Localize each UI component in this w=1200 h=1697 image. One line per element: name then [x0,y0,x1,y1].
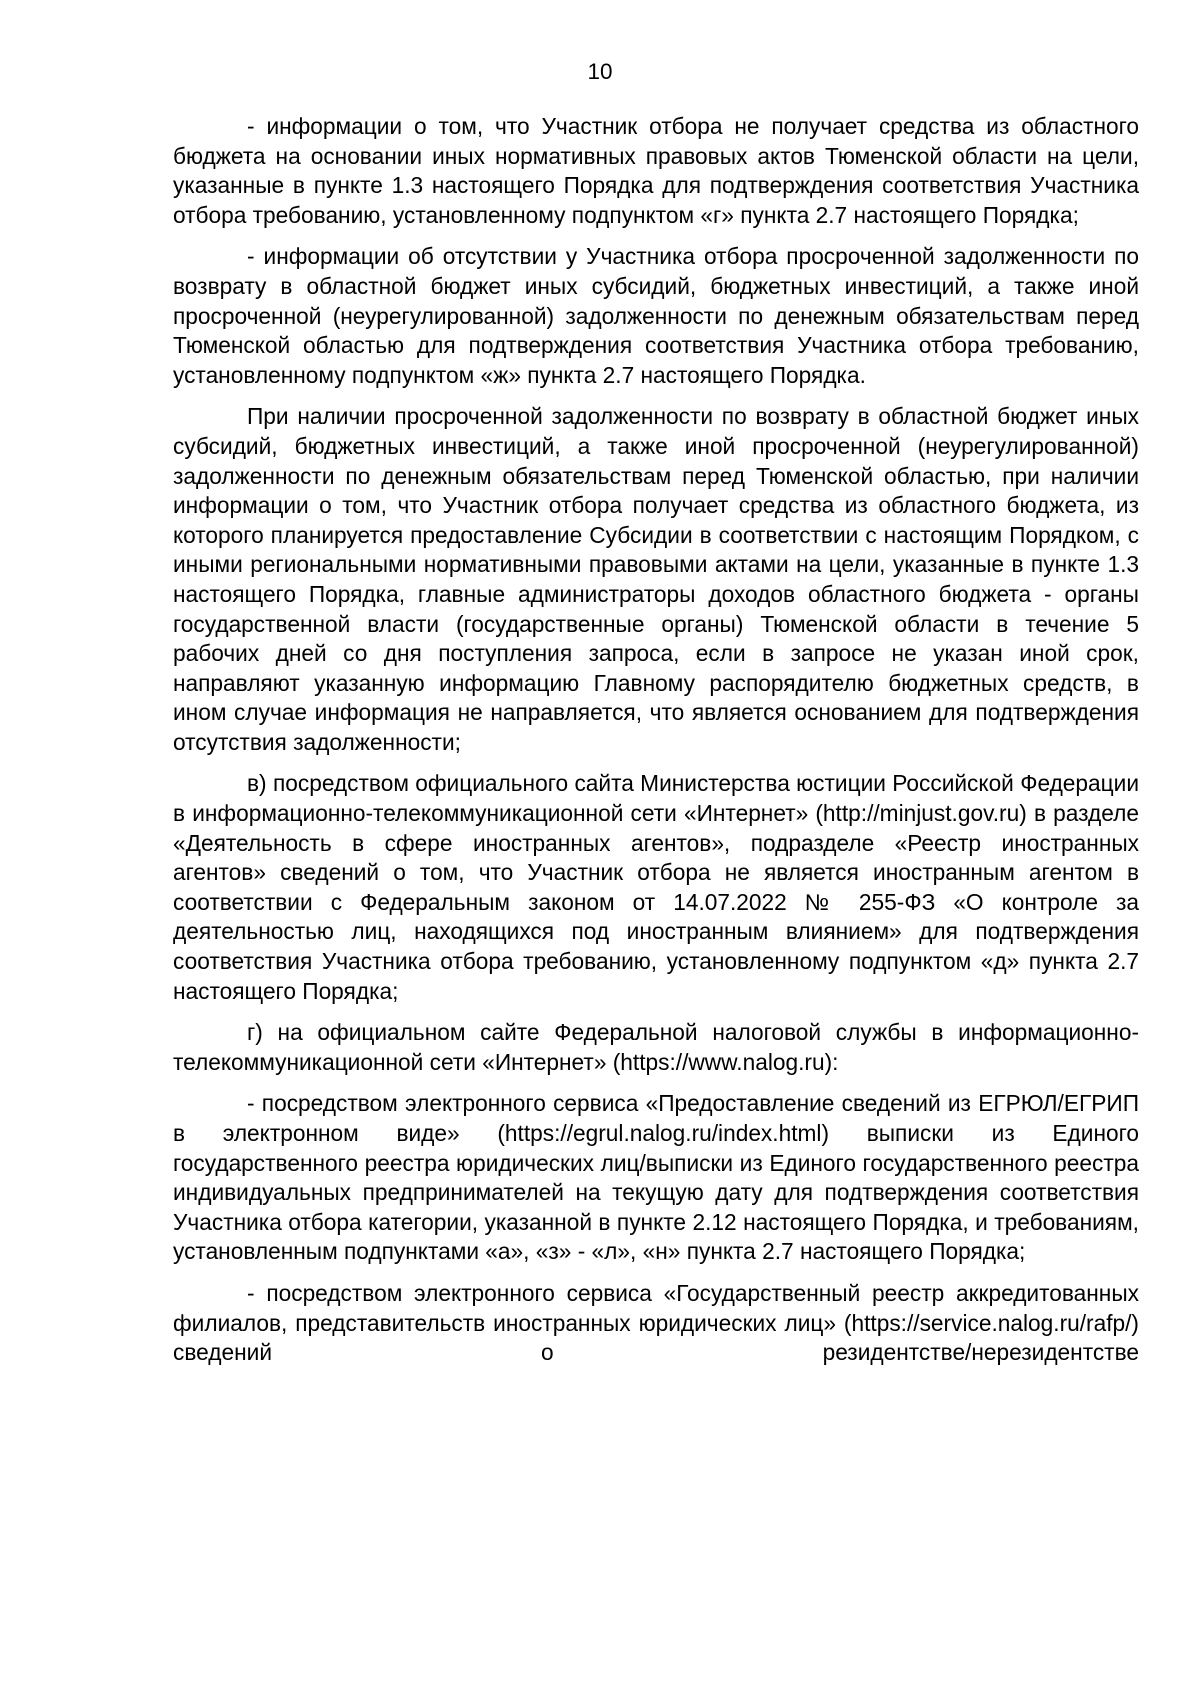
paragraph-item-g-nalog: г) на официальном сайте Федеральной налоговой службы в информационно-телекоммуникационной сети «Интернет» (https://www.nalog.ru): [173,1019,1139,1075]
paragraph-info-no-funds: - информации о том, что Участник отбора не получает средства из областного бюджета на основании иных нормативных правовых актов Тюменской области на цели, указанные в пункте 1.3 настоящего Порядка для подтверждения соответствия Участника отбора требованию, установленному подпунктом «г» пункта 2.7 настоящего Порядка; [173,113,1139,228]
document-body [173,112,1139,1380]
paragraph-rafp-service: - посредством электронного сервиса «Государственный реестр аккредитованных филиалов, представительств иностранных юридических лиц» (https://service.nalog.ru/rafp/) сведений о резидентстве/нерезидентстве [173,1279,1139,1366]
paragraph-overdue-debt: При наличии просроченной задолженности по возврату в областной бюджет иных субсидий, бюджетных инвестиций, а также иной просроченной (неурегулированной) задолженности по денежным обязательствам перед Тюменской областью, при наличии информации о том, что Участник отбора получает средства из областного бюджета, из которого планируется предоставление Субсидии в соответствии с настоящим Порядком, с иными региональными нормативными правовыми актами на цели, указанные в пункте 1.3 настоящего Порядка, главные администраторы доходов областного бюджета - органы государственной власти (государственные органы) Тюменской области в течение 5 рабочих дней со дня поступления запроса, если в запросе не указан иной срок, направляют указанную информацию Главному распорядителю бюджетных средств, в ином случае информация не направляется, что является основанием для подтверждения отсутствия задолженности; [173,403,1139,755]
paragraph-info-no-debt: - информации об отсутствии у Участника отбора просроченной задолженности по возврату в областной бюджет иных субсидий, бюджетных инвестиций, а также иной просроченной (неурегулированной) задолженности по денежным обязательствам перед Тюменской областью для подтверждения соответствия Участника отбора требованию, установленному подпунктом «ж» пункта 2.7 настоящего Порядка. [173,243,1139,388]
paragraph-item-v-minjust: в) посредством официального сайта Министерства юстиции Российской Федерации в информационно-телекоммуникационной сети «Интернет» (http://minjust.gov.ru) в разделе «Деятельность в сфере иностранных агентов», подразделе «Реестр иностранных агентов» сведений о том, что Участник отбора не является иностранным агентом в соответствии с Федеральным законом от 14.07.2022 № 255-ФЗ «О контроле за деятельностью лиц, находящихся под иностранным влиянием» для подтверждения соответствия Участника отбора требованию, установленному подпунктом «д» пункта 2.7 настоящего Порядка; [173,770,1139,1004]
paragraph-egrul-service: - посредством электронного сервиса «Предоставление сведений из ЕГРЮЛ/ЕГРИП в электронном виде» (https://egrul.nalog.ru/index.html) выписки из Единого государственного реестра юридических лиц/выписки из Единого государственного реестра индивидуальных предпринимателей на текущую дату для подтверждения соответствия Участника отбора категории, указанной в пункте 2.12 настоящего Порядка, и требованиям, установленным подпунктами «а», «з» - «л», «н» пункта 2.7 настоящего Порядка; [173,1090,1139,1265]
page-number: 10 [587,59,613,84]
